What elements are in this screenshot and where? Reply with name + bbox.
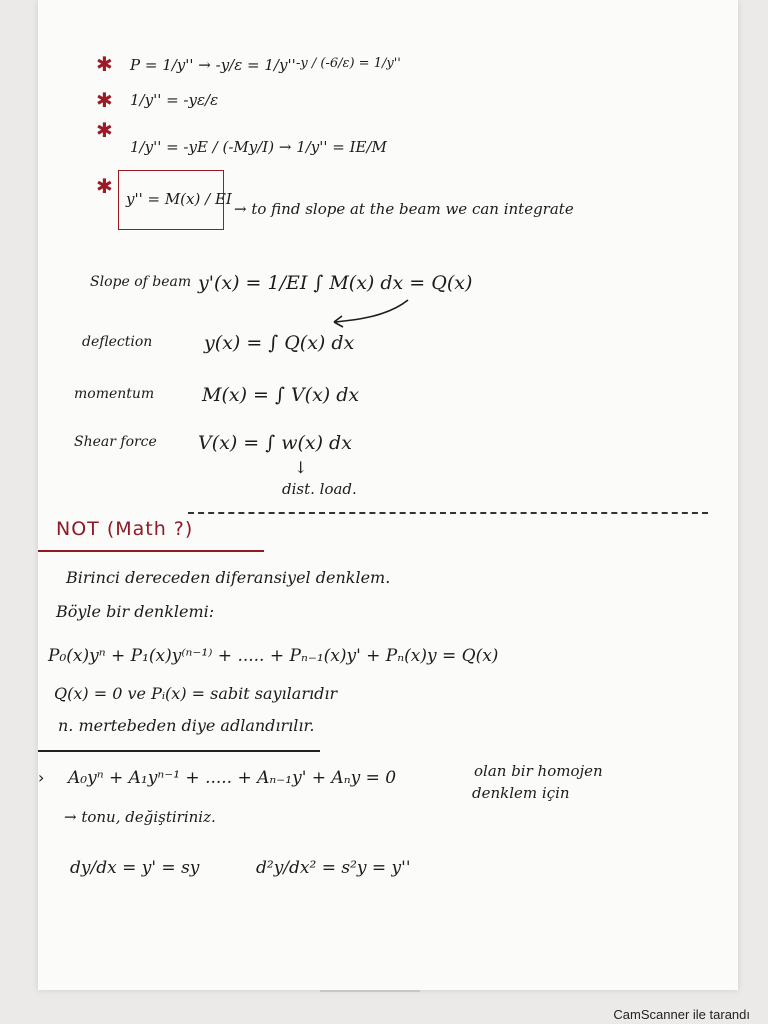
equation-p-curvature-alt: -y / (-6/ε) = 1/y''	[296, 56, 401, 71]
integrate-note: → to find slope at the beam we can integrate	[234, 200, 574, 218]
label-momentum: momentum	[74, 386, 155, 402]
row-marker: ›	[38, 768, 45, 787]
note-title: NOT (Math ?)	[56, 518, 194, 540]
transform-instruction: → tonu, değiştiriniz.	[64, 808, 216, 826]
equation-slope: y'(x) = 1/EI ∫ M(x) dx = Q(x)	[198, 272, 473, 294]
equation-moment: M(x) = ∫ V(x) dx	[202, 384, 360, 406]
label-slope-of-beam: Slope of beam	[90, 274, 192, 290]
asterisk-marker-3: ✱	[96, 118, 113, 142]
equation-shear: V(x) = ∫ w(x) dx	[198, 432, 352, 454]
second-derivative-substitution: d²y/dx² = s²y = y''	[256, 858, 411, 878]
dist-load-arrow: ↓	[294, 458, 308, 477]
arrow-q-to-deflection	[328, 296, 418, 336]
general-linear-equation: P₀(x)yⁿ + P₁(x)y⁽ⁿ⁻¹⁾ + ..... + Pₙ₋₁(x)y' + Pₙ(x)y = Q(x)	[48, 646, 499, 666]
asterisk-marker-1: ✱	[96, 52, 113, 76]
note-order-naming: n. mertebeden diye adlandırılır.	[58, 716, 315, 735]
scanner-watermark: CamScanner ile tarandı	[613, 1007, 750, 1022]
note-title-underline	[38, 550, 264, 552]
label-shear-force: Shear force	[74, 434, 157, 450]
label-deflection: deflection	[82, 334, 153, 350]
equation-inverse-curvature: 1/y'' = -yε/ε	[130, 91, 219, 109]
equation-boxed-y-double-prime: y'' = M(x) / EI	[126, 190, 232, 208]
side-note-homogeneous: olan bir homojen	[474, 762, 603, 780]
label-dist-load: dist. load.	[282, 480, 357, 498]
equation-moment-curvature: 1/y'' = -yE / (-My/I) → 1/y'' = IE/M	[130, 138, 387, 156]
note-line-first-order: Birinci dereceden diferansiyel denklem.	[66, 568, 391, 587]
note-condition: Q(x) = 0 ve Pᵢ(x) = sabit sayılarıdır	[54, 684, 338, 703]
homogeneous-equation: A₀yⁿ + A₁yⁿ⁻¹ + ..... + Aₙ₋₁y' + Aₙy = 0	[68, 768, 397, 788]
asterisk-marker-2: ✱	[96, 88, 113, 112]
scan-bottom-edge	[320, 990, 420, 992]
separator-line	[38, 750, 320, 752]
side-note-for-equation: denklem için	[472, 784, 570, 802]
asterisk-marker-4: ✱	[96, 174, 113, 198]
note-line-such-equation: Böyle bir denklemi:	[56, 602, 215, 621]
section-separator-dashed	[188, 512, 708, 514]
scanned-notebook-page	[38, 0, 738, 990]
equation-p-curvature: P = 1/y'' → -y/ε = 1/y''	[130, 56, 296, 74]
first-derivative-substitution: dy/dx = y' = sy	[70, 858, 200, 878]
equation-deflection: y(x) = ∫ Q(x) dx	[204, 332, 355, 354]
